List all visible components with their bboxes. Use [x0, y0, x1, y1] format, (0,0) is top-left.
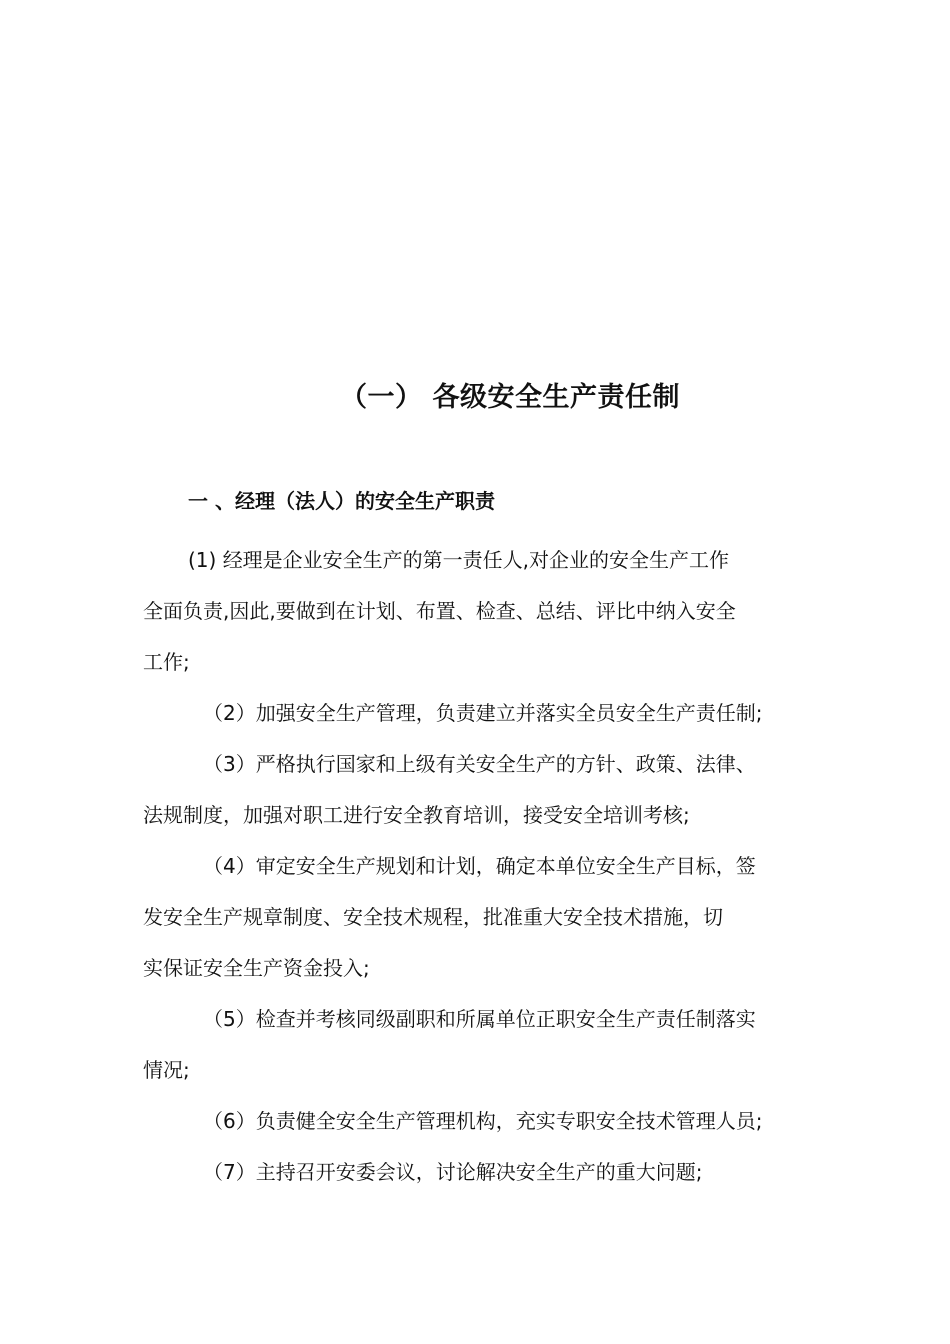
- paragraph-line: （6）负责健全安全生产管理机构，充实专职安全技术管理人员;: [203, 1109, 763, 1133]
- paragraph-1: [143, 535, 823, 688]
- paragraph-line: 情况;: [143, 1058, 190, 1082]
- paragraph-3: [143, 739, 823, 841]
- paragraph-line: (1) 经理是企业安全生产的第一责任人,对企业的安全生产工作: [188, 548, 730, 572]
- paragraph-line: 工作;: [143, 650, 190, 674]
- section-heading: 一 、经理（法人）的安全生产职责: [188, 489, 495, 513]
- paragraph-line: 法规制度，加强对职工进行安全教育培训，接受安全培训考核;: [143, 803, 690, 827]
- paragraph-line: （7）主持召开安委会议，讨论解决安全生产的重大问题;: [203, 1160, 703, 1184]
- paragraph-7: [143, 1147, 823, 1198]
- paragraph-4: [143, 841, 823, 994]
- paragraph-line: 发安全生产规章制度、安全技术规程，批准重大安全技术措施，切: [143, 905, 723, 929]
- paragraph-2: [143, 688, 823, 739]
- paragraph-line: （4）审定安全生产规划和计划，确定本单位安全生产目标，签: [203, 854, 756, 878]
- paragraph-line: （5）检查并考核同级副职和所属单位正职安全生产责任制落实: [203, 1007, 756, 1031]
- paragraph-line: 全面负责,因此,要做到在计划、布置、检查、总结、评比中纳入安全: [143, 599, 736, 623]
- body-text: [143, 535, 823, 1198]
- paragraph-line: 实保证安全生产资金投入;: [143, 956, 370, 980]
- paragraph-6: [143, 1096, 823, 1147]
- paragraph-5: [143, 994, 823, 1096]
- paragraph-line: （3）严格执行国家和上级有关安全生产的方针、政策、法律、: [203, 752, 756, 776]
- document-title: （一） 各级安全生产责任制: [340, 382, 680, 413]
- paragraph-line: （2）加强安全生产管理，负责建立并落实全员安全生产责任制;: [203, 701, 763, 725]
